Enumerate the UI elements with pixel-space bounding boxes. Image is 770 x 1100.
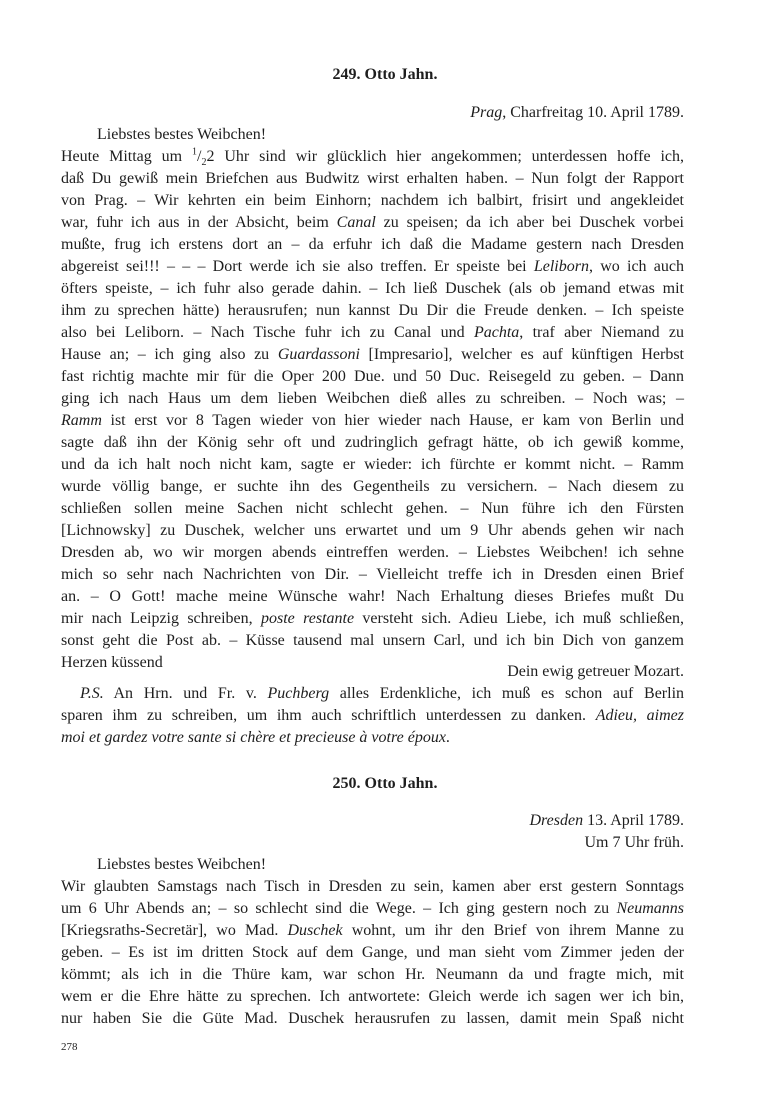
text-run: An Hrn. und Fr. v. <box>103 685 268 702</box>
text-line: an. – O Gott! mache meine Wünsche wahr! Nach Erhaltung dieses Briefes mußt Du <box>61 588 684 605</box>
text-line <box>61 920 684 942</box>
place: Prag <box>470 104 503 121</box>
text-line: mich so sehr nach Nachrichten von Dir. – Vielleicht treffe ich in Dresden einen Brief <box>61 566 684 583</box>
italic-phrase: poste restante <box>261 610 355 627</box>
italic-name: Puchberg <box>267 685 330 702</box>
text-line: sagte daß ihn der König sehr oft und zudringlich gefragt hätte, ob ich gewiß komme, <box>61 434 684 451</box>
text-run: also bei Leliborn. – Nach Tische fuhr ich zu Canal und <box>61 324 474 341</box>
fraction-denominator: 2 <box>201 157 207 169</box>
letter-249-dateline <box>470 102 684 124</box>
text-line <box>61 212 684 234</box>
text-line: [Lichnowsky] zu Duschek, welcher uns erwartet und um 9 Uhr abends gehen wir nach <box>61 522 684 539</box>
italic-name: Neumanns <box>616 900 684 917</box>
fraction-numerator: 1 <box>192 146 197 158</box>
text-line: schließen sollen meine Sachen nicht schlecht gehen. – Nun führe ich den Fürsten <box>61 500 684 517</box>
text-line: kömmt; als ich in die Thüre kam, war schon Hr. Neumann da und fragte mich, mit <box>61 966 684 983</box>
letter-250-salutation: Liebstes bestes Weibchen! <box>97 856 267 873</box>
text-run: zu speisen; da ich aber bei Duschek vorbei <box>375 214 684 231</box>
letter-249-closing: Dein ewig getreuer Mozart. <box>507 663 684 680</box>
date: 13. April 1789. <box>583 812 684 829</box>
text-run: 2 Uhr sind wir glücklich hier angekommen; unterdessen hoffe ich, <box>206 148 684 165</box>
text-run: alles Erdenkliche, ich muß es schon auf Berlin <box>329 685 685 702</box>
text-run: Hause an; – ich ging also zu <box>61 346 278 363</box>
text-run: ist erst vor 8 Tagen wieder von hier wieder nach Hause, er kam von Berlin und <box>101 412 684 429</box>
text-line: und da ich halt noch nicht kam, sagte er wieder: ich fürchte er kommt nicht. – Ramm <box>61 456 684 473</box>
text-run: war, fuhr ich aus in der Absicht, beim <box>61 214 337 231</box>
text-line: öfters speiste, – ich fuhr also gerade dahin. – Ich ließ Duschek (als ob jemand etwas mit <box>61 280 684 297</box>
italic-name: Pachta <box>473 324 520 341</box>
text-line <box>61 344 684 366</box>
italic-name: Leliborn <box>533 258 589 275</box>
postscript-line <box>61 727 684 749</box>
text-run: sparen ihm zu schreiben, um ihm auch schriftlich unterdessen zu danken. <box>61 707 596 724</box>
text-line: fast richtig machte mir für die Oper 200 Due. und 50 Duc. Reisegeld zu geben. – Dann <box>61 368 684 385</box>
text-line: ging ich nach Haus um dem lieben Weibchen dieß alles zu schreiben. – Noch was; – <box>61 390 684 407</box>
letter-249-heading: 249. Otto Jahn. <box>332 66 438 83</box>
letter-250-heading: 250. Otto Jahn. <box>332 775 438 792</box>
page-number: 278 <box>61 1041 78 1053</box>
date: , Charfreitag 10. April 1789. <box>502 104 684 121</box>
text-line: Dresden ab, wo wir morgen abends eintreffen werden. – Liebstes Weibchen! ich sehne <box>61 544 684 561</box>
text-line <box>61 898 684 920</box>
italic-phrase: moi et gardez votre sante si chère et precieuse à votre époux <box>61 729 446 746</box>
text-line: wurde völlig bange, er suchte ihn des Gegentheils zu versichern. – Nach diesem zu <box>61 478 684 495</box>
text-run: Heute Mittag um <box>61 148 192 165</box>
italic-phrase: Adieu, aimez <box>595 707 685 724</box>
text-line: sonst geht die Post ab. – Küsse tausend mal unsern Carl, und ich bin Dich von ganzem <box>61 632 684 649</box>
text-line: Herzen küssend <box>61 654 163 671</box>
text-line: nur haben Sie die Güte Mad. Duschek herausrufen zu lassen, damit mein Spaß nicht <box>61 1010 684 1027</box>
text-line: ihm zu sprechen hätte) herausrufen; nun kannst Du Dir die Freude denken. – Ich speiste <box>61 302 684 319</box>
text-run: um 6 Uhr Abends an; – so schlecht sind die Wege. – Ich ging gestern noch zu <box>61 900 617 917</box>
text-line: Heute Mittag um $^1/_22$ Uhr sind wir glücklich hier angekommen; unterdessen hoffe ich, <box>61 146 684 169</box>
italic-name: Ramm <box>61 412 102 429</box>
text-run: abgereist sei!!! – – – Dort werde ich sie also treffen. Er speiste bei <box>61 258 534 275</box>
italic-name: Guardassoni <box>277 346 360 363</box>
text-line: daß Du gewiß mein Briefchen aus Budwitz wirst erhalten haben. – Nun folgt der Rapport <box>61 170 684 187</box>
postscript-line <box>61 705 684 727</box>
text-line: von Prag. – Wir kehrten ein beim Einhorn; nachdem ich balbirt, frisirt und angekleidet <box>61 192 684 209</box>
text-line: mußte, frug ich erstens dort an – da erfuhr ich daß die Madame gestern nach Dresden <box>61 236 684 253</box>
text-line: geben. – Es ist im dritten Stock auf dem Gange, und man sieht vom Zimmer jeden der <box>61 944 684 961</box>
italic-name: Duschek <box>287 922 343 939</box>
text-run: versteht sich. Adieu Liebe, ich muß schließen, <box>354 610 684 627</box>
text-run: wohnt, um ihr den Brief von ihrem Manne zu <box>342 922 685 939</box>
text-line: Wir glaubten Samstags nach Tisch in Dresden zu sein, kamen aber erst gestern Sonntags <box>61 878 684 895</box>
text-line: wem er die Ehre hätte zu sprechen. Ich antwortete: Gleich werde ich sagen wer ich bin, <box>61 988 684 1005</box>
text-line <box>61 256 684 278</box>
text-line <box>61 322 684 344</box>
text-line <box>61 608 684 630</box>
text-run: , wo ich auch <box>588 258 684 275</box>
place: Dresden <box>529 812 584 829</box>
text-run: mir nach Leipzig schreiben, <box>61 610 261 627</box>
postscript-line <box>80 683 684 705</box>
text-run: [Impresario], welcher es auf künftigen Herbst <box>359 346 685 363</box>
text-line <box>61 410 684 432</box>
letter-250-time: Um 7 Uhr früh. <box>584 834 684 851</box>
letter-250-dateline <box>529 810 684 832</box>
text-run: , traf aber Niemand zu <box>519 324 685 341</box>
letter-249-salutation: Liebstes bestes Weibchen! <box>97 126 267 143</box>
text-run: [Kriegsraths-Secretär], wo Mad. <box>61 922 288 939</box>
italic-name: Canal <box>336 214 376 231</box>
ps-label: P.S. <box>80 685 104 702</box>
text-run: . <box>445 729 450 746</box>
